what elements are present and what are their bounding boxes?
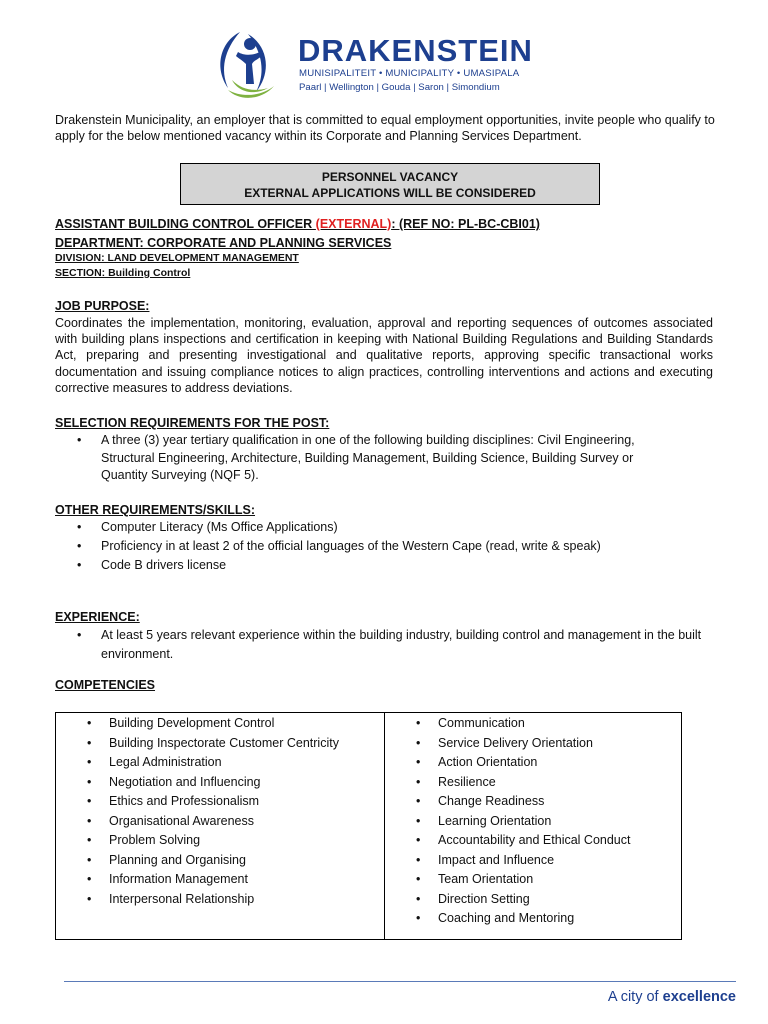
other-requirements-heading: OTHER REQUIREMENTS/SKILLS: [55, 503, 256, 517]
competency-item: • Resilience [385, 773, 630, 793]
competency-item: • Information Management [56, 870, 339, 890]
list-item: • Proficiency in at least 2 of the official languages of the Western Cape (read, write & speak) [55, 537, 715, 556]
competency-item: • Action Orientation [385, 753, 630, 773]
competency-item: • Communication [385, 714, 630, 734]
logo-subtitle: MUNISIPALITEIT • MUNICIPALITY • UMASIPALA [299, 68, 520, 79]
municipality-emblem-icon [210, 28, 290, 100]
logo-name: DRAKENSTEIN [298, 33, 533, 68]
list-item: • Computer Literacy (Ms Office Applications) [55, 518, 715, 537]
external-tag: (EXTERNAL) [315, 217, 392, 231]
competencies-right-list [385, 714, 630, 929]
list-item: • At least 5 years relevant experience within the building industry, building control and management in the built environment. [55, 626, 715, 664]
experience-heading: EXPERIENCE: [55, 610, 140, 624]
drakenstein-logo [210, 28, 533, 100]
competency-item: • Interpersonal Relationship [56, 890, 339, 910]
list-item: • A three (3) year tertiary qualification in one of the following building disciplines: Civil Engineering, Structural Engineering, Architecture, Building Management, Building Science, Building Survey or Quantity Surveying (NQF 5). [55, 432, 675, 485]
footer-divider [64, 981, 736, 982]
competency-item: • Learning Orientation [385, 812, 630, 832]
competencies-left-column [56, 713, 385, 939]
tagline-prefix: A city of [607, 989, 663, 1005]
division: DIVISION: LAND DEVELOPMENT MANAGEMENT [55, 252, 299, 264]
tagline-strong: excellence [662, 989, 736, 1005]
list-item: • Code B drivers license [55, 556, 715, 575]
competency-item: • Team Orientation [385, 870, 630, 890]
competency-item: • Organisational Awareness [56, 812, 339, 832]
job-ref: : (REF NO: PL-BC-CBI01) [391, 217, 540, 231]
competency-item: • Building Inspectorate Customer Centricity [56, 734, 339, 754]
other-requirements-list [55, 518, 715, 575]
intro-paragraph: Drakenstein Municipality, an employer that is committed to equal employment opportunities, invite people who qualify to apply for the below mentioned vacancy within its Corporate and Planning Services Department. [55, 113, 715, 143]
vacancy-banner [180, 163, 600, 205]
competency-item: • Planning and Organising [56, 851, 339, 871]
competencies-left-list [56, 714, 339, 909]
job-title-text: ASSISTANT BUILDING CONTROL OFFICER [55, 217, 316, 231]
competency-item: • Legal Administration [56, 753, 339, 773]
job-title [55, 216, 540, 232]
vacancy-banner-line2: EXTERNAL APPLICATIONS WILL BE CONSIDERED [244, 186, 536, 200]
footer-tagline [608, 989, 736, 1005]
competencies-right-column [385, 713, 681, 939]
job-purpose-text: Coordinates the implementation, monitoring, evaluation, approval and reporting sequences of outcomes associated with building plans inspections and certification in keeping with National Building Regulations and Building Standards Act, preparing and presenting investigational and qualitative reports, approving specific transactional works documentation and issuing compliance notices to align practices, controlling interventions and actions and executing corrective measures to address deviations. [55, 316, 713, 395]
competency-item: • Accountability and Ethical Conduct [385, 831, 630, 851]
department: DEPARTMENT: CORPORATE AND PLANNING SERVICES [55, 236, 392, 250]
competencies-heading: COMPETENCIES [55, 678, 156, 692]
vacancy-banner-line1: PERSONNEL VACANCY [321, 170, 459, 184]
competency-item: • Service Delivery Orientation [385, 734, 630, 754]
logo-towns: Paarl | Wellington | Gouda | Saron | Simondium [299, 82, 500, 93]
job-purpose-heading: JOB PURPOSE: [55, 299, 150, 313]
selection-requirements-list [55, 432, 675, 485]
competency-item: • Coaching and Mentoring [385, 909, 630, 929]
competency-item: • Impact and Influence [385, 851, 630, 871]
competency-item: • Building Development Control [56, 714, 339, 734]
competency-item: • Negotiation and Influencing [56, 773, 339, 793]
experience-list [55, 626, 715, 664]
competency-item: • Direction Setting [385, 890, 630, 910]
selection-requirements-heading: SELECTION REQUIREMENTS FOR THE POST: [55, 416, 330, 430]
competency-item: • Ethics and Professionalism [56, 792, 339, 812]
competency-item: • Change Readiness [385, 792, 630, 812]
section: SECTION: Building Control [55, 267, 191, 279]
competencies-table [55, 712, 682, 940]
competency-item: • Problem Solving [56, 831, 339, 851]
